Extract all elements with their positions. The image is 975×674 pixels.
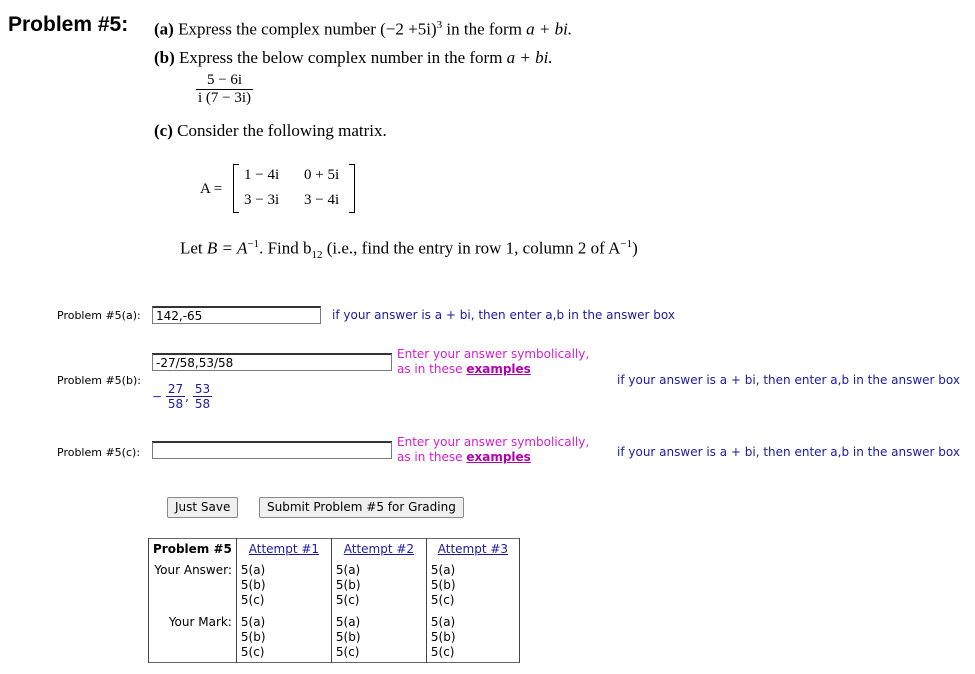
part-a-text-after: in the form bbox=[446, 19, 522, 39]
matrix-cell: 1 − 4i bbox=[244, 167, 280, 183]
attempt-1-marks bbox=[236, 608, 331, 663]
as-in-text: as in these bbox=[397, 362, 463, 376]
part-entry: 5(c) bbox=[430, 645, 455, 659]
part-entry: 5(b) bbox=[240, 630, 266, 644]
attempt-2-header[interactable]: Attempt #2 bbox=[331, 539, 426, 564]
part-entry: 5(b) bbox=[240, 578, 266, 592]
part-b-denominator: i (7 − 3i) bbox=[198, 90, 252, 106]
part-a-expr: (−2 +5i) bbox=[380, 19, 437, 39]
part-entry: 5(c) bbox=[335, 593, 360, 607]
part-entry: 5(a) bbox=[335, 563, 361, 577]
answer-b-symbolic-hint bbox=[397, 347, 589, 377]
attempts-header-row bbox=[149, 539, 520, 564]
attempt-3-marks bbox=[426, 608, 519, 663]
answer-c-symbolic-hint bbox=[397, 435, 589, 465]
part-b-text: Express the below complex number in the form bbox=[179, 48, 503, 67]
part-entry: 5(c) bbox=[240, 645, 265, 659]
matrix-cell: 3 − 3i bbox=[244, 192, 280, 208]
paren-close: ) bbox=[632, 238, 638, 258]
part-entry: 5(a) bbox=[240, 615, 266, 629]
part-a-exponent: 3 bbox=[436, 19, 443, 31]
b-subscript: 12 bbox=[311, 249, 323, 262]
attempt-2-marks bbox=[331, 608, 426, 663]
matrix-name: A = bbox=[200, 181, 223, 197]
problem-title: Problem #5: bbox=[8, 13, 129, 36]
answer-c-hint: if your answer is a + bi, then enter a,b in the answer box bbox=[617, 445, 960, 459]
symbolic-hint-text: Enter your answer symbolically, bbox=[397, 347, 590, 361]
part-entry: 5(b) bbox=[430, 578, 456, 592]
answer-b-preview bbox=[152, 382, 212, 411]
preview-denominator: 58 bbox=[167, 397, 184, 411]
part-c-text: Consider the following matrix. bbox=[177, 121, 387, 140]
part-b-fraction bbox=[196, 72, 253, 107]
part-a-label: (a) bbox=[154, 19, 174, 39]
answer-a-input[interactable] bbox=[152, 306, 321, 324]
answer-a-hint: if your answer is a + bi, then enter a,b in the answer box bbox=[332, 308, 675, 322]
part-entry: 5(b) bbox=[430, 630, 456, 644]
part-b-form: a + bi. bbox=[506, 48, 553, 67]
part-entry: 5(a) bbox=[240, 563, 266, 577]
just-save-button[interactable]: Just Save bbox=[167, 497, 238, 518]
answer-a-label: Problem #5(a): bbox=[57, 309, 141, 322]
attempt-3-header[interactable]: Attempt #3 bbox=[426, 539, 519, 564]
b-equals: B = A bbox=[206, 238, 248, 258]
paren-inverse-exp: −1 bbox=[620, 238, 633, 250]
attempt-3-answers bbox=[426, 563, 519, 608]
part-a-text: Express the complex number bbox=[178, 19, 376, 39]
answer-b-input[interactable] bbox=[152, 353, 392, 371]
answer-b-label: Problem #5(b): bbox=[57, 374, 141, 387]
examples-link[interactable]: examples bbox=[466, 450, 531, 464]
matrix-cell: 0 + 5i bbox=[304, 167, 340, 183]
answer-c-input[interactable] bbox=[152, 441, 392, 459]
attempts-table bbox=[148, 538, 520, 663]
answer-c-label: Problem #5(c): bbox=[57, 446, 141, 459]
part-entry: 5(c) bbox=[240, 593, 265, 607]
part-entry: 5(c) bbox=[335, 645, 360, 659]
part-b-statement bbox=[154, 48, 553, 68]
part-entry: 5(b) bbox=[335, 578, 361, 592]
attempt-1-answers bbox=[236, 563, 331, 608]
part-a-form: a + bi. bbox=[526, 19, 573, 39]
matrix-a bbox=[233, 164, 355, 213]
preview-sign: − bbox=[152, 389, 163, 404]
preview-denominator: 58 bbox=[194, 397, 211, 411]
your-answer-label: Your Answer: bbox=[149, 563, 237, 608]
part-entry: 5(b) bbox=[335, 630, 361, 644]
attempts-problem-header: Problem #5 bbox=[149, 539, 237, 564]
part-c-statement bbox=[154, 121, 387, 141]
preview-numerator: 27 bbox=[167, 382, 184, 396]
your-answer-row bbox=[149, 563, 520, 608]
answer-b-hint: if your answer is a + bi, then enter a,b in the answer box bbox=[617, 373, 960, 387]
part-c-label: (c) bbox=[154, 121, 173, 140]
submit-grading-button[interactable]: Submit Problem #5 for Grading bbox=[259, 497, 464, 518]
part-entry: 5(c) bbox=[430, 593, 455, 607]
part-b-label: (b) bbox=[154, 48, 175, 67]
attempt-2-answers bbox=[331, 563, 426, 608]
as-in-text: as in these bbox=[397, 450, 463, 464]
symbolic-hint-text: Enter your answer symbolically, bbox=[397, 435, 590, 449]
find-text: . Find b bbox=[259, 238, 312, 258]
preview-separator: , bbox=[185, 389, 189, 404]
part-entry: 5(a) bbox=[335, 615, 361, 629]
part-c-find bbox=[180, 238, 638, 261]
part-entry: 5(a) bbox=[430, 563, 456, 577]
matrix-cell: 3 − 4i bbox=[304, 192, 340, 208]
part-b-numerator: 5 − 6i bbox=[206, 72, 243, 88]
part-a-statement bbox=[154, 19, 572, 40]
attempt-1-header[interactable]: Attempt #1 bbox=[236, 539, 331, 564]
paren-text: (i.e., find the entry in row 1, column 2 of A bbox=[326, 238, 621, 258]
preview-numerator: 53 bbox=[194, 382, 211, 396]
examples-link[interactable]: examples bbox=[466, 362, 531, 376]
your-mark-label: Your Mark: bbox=[149, 608, 237, 663]
part-entry: 5(a) bbox=[430, 615, 456, 629]
inverse-exp: −1 bbox=[247, 238, 260, 250]
your-mark-row bbox=[149, 608, 520, 663]
let-text: Let bbox=[180, 238, 203, 258]
